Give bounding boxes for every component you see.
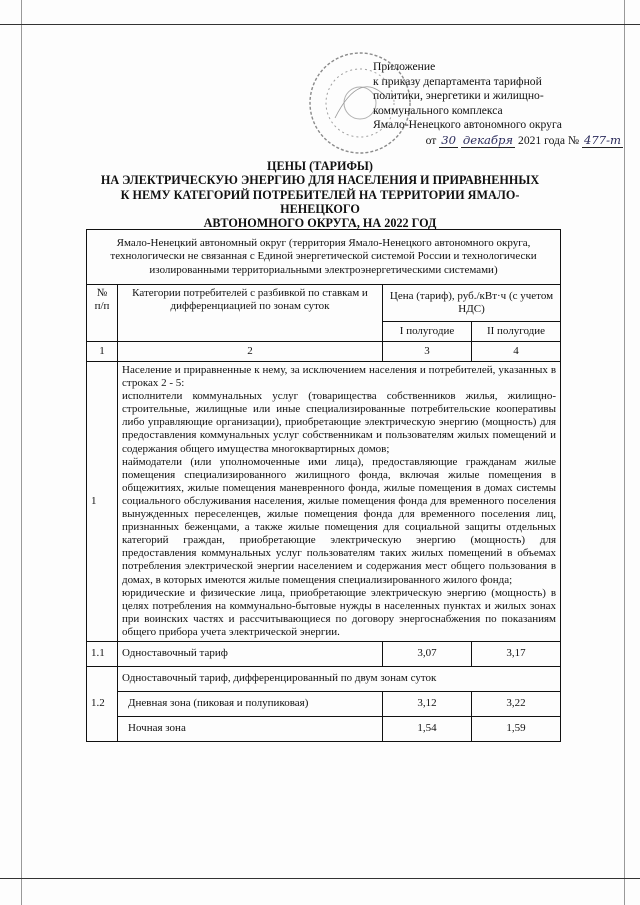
desc-paragraph: Население и приравненные к нему, за исключением населения и потребителей, указанных в строках 2 - 5: (122, 364, 557, 390)
order-date-line (203, 133, 623, 149)
header-num: № п/п (87, 285, 118, 342)
tariff-table (86, 229, 561, 742)
price-half2: 1,59 (472, 716, 561, 741)
date-prefix: от (425, 133, 437, 147)
title-line: НА ЭЛЕКТРИЧЕСКУЮ ЭНЕРГИЮ ДЛЯ НАСЕЛЕНИЯ И ПРИРАВНЕННЫХ (100, 173, 540, 188)
scan-top-edge (0, 24, 640, 25)
region-row (87, 230, 561, 285)
desc-paragraph: исполнители коммунальных услуг (товарищества собственников жилья, жилищно-строительные, жилищные или иные специализированные потребительские кооперативы либо управляющие организации), приобретающие электрическую энергию (мощность) для предоставления коммунальных услуг собственникам и пользователям жилых помещений и содержания общего имущества многоквартирных домов; (122, 390, 557, 455)
table-row (87, 362, 561, 642)
table-row (87, 641, 561, 666)
appendix-line: Ямало-Ненецкого автономного округа (373, 118, 562, 131)
price-half1: 3,07 (383, 641, 472, 666)
table-row (87, 666, 561, 691)
title-line: ЦЕНЫ (ТАРИФЫ) (267, 159, 373, 173)
table-row (87, 716, 561, 741)
header-row (87, 285, 561, 322)
col-number: 4 (472, 342, 561, 362)
scan-bottom-edge (0, 878, 640, 879)
table-row (87, 691, 561, 716)
column-number-row (87, 342, 561, 362)
col-number: 1 (87, 342, 118, 362)
row-num: 1.1 (87, 641, 118, 666)
header-category: Категории потребителей с разбивкой по ставкам и дифференциацией по зонам суток (118, 285, 383, 342)
scan-left-edge (21, 0, 22, 905)
date-year: 2021 года № (518, 133, 580, 147)
zone-label: Дневная зона (пиковая и полупиковая) (118, 691, 383, 716)
appendix-line: коммунального комплекса (373, 103, 503, 117)
document-title (100, 159, 540, 230)
col-number: 3 (383, 342, 472, 362)
desc-paragraph: наймодатели (или уполномоченные ими лица), предоставляющие гражданам жилые помещения специализированного жилищного фонда, включая жилые помещения в общежитиях, жилые помещения маневренного фонда, жилые помещения в домах системы социального обслуживания населения, жилые помещения фонда для временного поселения вынужденных переселенцев, жилые помещения фонда для временного поселения лиц, признанных беженцами, а также жилые помещения для социальной защиты отдельных категорий граждан, приобретающие электрическую энергию (мощность) для предоставления коммунальных услуг пользователям таких жилых помещений в объемах потребления электрической энергии населением и содержания мест общего пользования в домах, в которых имеются жилые помещения специализированного жилого фонда; (122, 455, 557, 586)
date-month: декабря (462, 132, 514, 147)
header-half2: II полугодие (472, 322, 561, 342)
price-half2: 3,22 (472, 691, 561, 716)
desc-paragraph: юридические и физические лица, приобретающие электрическую энергию (мощность) в целях потребления на коммунально-бытовые нужды в населенных пунктах и жилых зонах при воинских частях и рассчитывающиеся по договору энергоснабжения по показаниям общего прибора учета электрической энергии. (122, 586, 557, 638)
title-line: К НЕМУ КАТЕГОРИЙ ПОТРЕБИТЕЛЕЙ НА ТЕРРИТОРИИ ЯМАЛО-НЕНЕЦКОГО (120, 187, 520, 216)
zone-label: Ночная зона (118, 716, 383, 741)
price-half1: 3,12 (383, 691, 472, 716)
row-description (118, 362, 561, 642)
order-number: 477-т (583, 132, 621, 147)
price-half1: 1,54 (383, 716, 472, 741)
title-line: АВТОНОМНОГО ОКРУГА, НА 2022 ГОД (203, 216, 437, 231)
region-cell: Ямало-Ненецкий автономный округ (территория Ямало-Ненецкого автономного округа, технологически не связанная с Единой энергетической системой России и технологически изолированными территориальными электроэнергетическими системами) (87, 230, 561, 285)
row-label: Одноставочный тариф (118, 641, 383, 666)
row-num: 1.2 (87, 666, 118, 741)
header-price: Цена (тариф), руб./кВт·ч (с учетом НДС) (383, 285, 561, 322)
header-half1: I полугодие (383, 322, 472, 342)
row-num: 1 (87, 362, 118, 642)
appendix-line: к приказу департамента тарифной (373, 74, 542, 88)
date-day: 30 (441, 132, 456, 147)
scan-right-edge (624, 0, 625, 905)
col-number: 2 (118, 342, 383, 362)
appendix-block (373, 60, 623, 148)
row-label: Одноставочный тариф, дифференцированный по двум зонам суток (118, 666, 561, 691)
appendix-line: политики, энергетики и жилищно- (373, 89, 544, 102)
appendix-line: Приложение (373, 60, 436, 73)
price-half2: 3,17 (472, 641, 561, 666)
